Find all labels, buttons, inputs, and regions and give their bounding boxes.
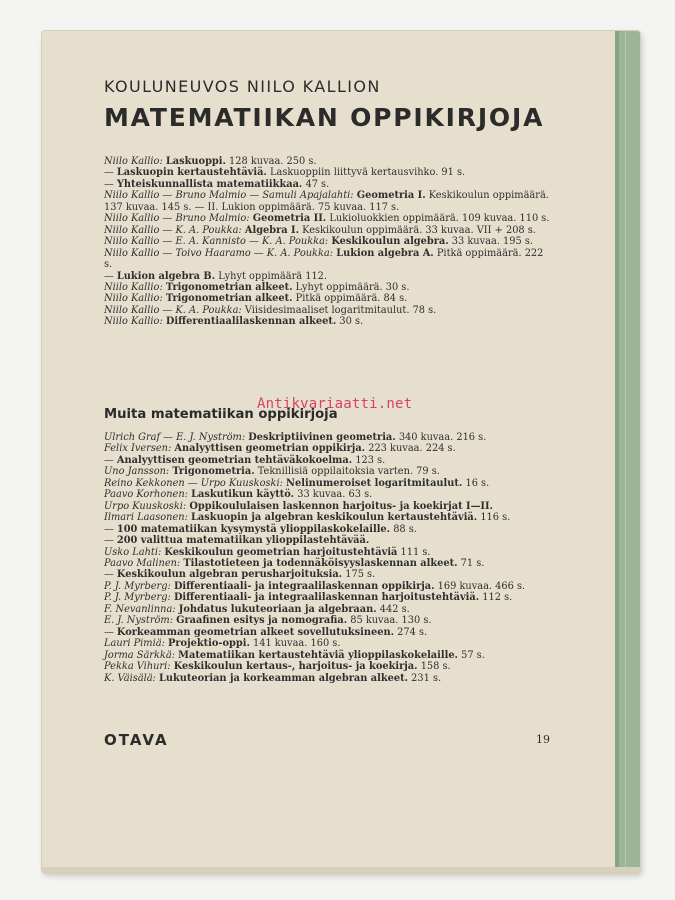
book-title: Keskikoulun algebran perusharjoituksia. xyxy=(116,569,343,581)
book-title: Oppikoululaisen laskennon harjoitus- ja koekirjat I—II. xyxy=(189,500,493,512)
book-author: — xyxy=(104,535,114,547)
book-details: 175 s. xyxy=(345,569,376,581)
book-details: Lyhyt oppimäärä 112. xyxy=(218,270,328,282)
book-details: Keskikoulun oppimäärä. 137 kuvaa. 145 s. — II. Lukion oppimäärä. 75 kuvaa. 117 s. xyxy=(104,190,549,213)
book-title: Tilastotieteen ja todennäköisyyslaskennan alkeet. xyxy=(183,557,458,569)
book-title: Laskuopin kertaustehtäviä. xyxy=(116,167,267,179)
book-author: Lauri Pimiä: xyxy=(104,638,165,650)
book-title: Analyyttisen geometrian oppikirja. xyxy=(174,443,366,455)
book-author: Ulrich Graf — E. J. Nyström: xyxy=(104,432,246,443)
other-books-heading: Muita matematiikan oppikirjoja xyxy=(104,407,338,422)
book-entry xyxy=(104,501,554,512)
watermark: Antikvariaatti.net xyxy=(257,396,413,412)
book-entry xyxy=(104,592,554,603)
book-author: Niilo Kallio: xyxy=(104,156,163,167)
book-entry xyxy=(104,489,554,500)
book-details: 71 s. xyxy=(460,557,485,569)
series-name: KOULUNEUVOS NIILO KALLION xyxy=(104,77,381,96)
book-entry xyxy=(104,316,554,327)
book-title: Keskikoulun algebra. xyxy=(331,236,449,248)
book-author: Paavo Korhonen: xyxy=(104,489,188,501)
book-details: 111 s. xyxy=(400,546,431,558)
book-title: Trigonometrian alkeet. xyxy=(165,281,293,293)
publisher-name: OTAVA xyxy=(104,731,169,749)
book-entry xyxy=(104,512,554,523)
book-entry xyxy=(104,581,554,592)
book-entry xyxy=(104,478,554,489)
book-title: Graafinen esitys ja nomografia. xyxy=(176,615,348,627)
book-entry xyxy=(104,524,554,535)
book-title: Lukion algebra B. xyxy=(116,270,216,282)
book-entry xyxy=(104,615,554,626)
book-author: Usko Lahti: xyxy=(104,546,162,558)
book-entry xyxy=(104,167,554,178)
book-title: Projektio-oppi. xyxy=(168,638,250,650)
book-details: Laskuoppiin liittyvä kertausvihko. 91 s. xyxy=(269,167,466,179)
book-entry xyxy=(104,179,554,190)
book-details: Lyhyt oppimäärä. 30 s. xyxy=(295,281,410,293)
book-author: Niilo Kallio — Bruno Malmio: xyxy=(104,213,250,225)
book-author: Niilo Kallio: xyxy=(104,281,163,293)
book-author: Niilo Kallio: xyxy=(104,316,163,328)
book-title: 200 valittua matematiikan ylioppilastehtävää. xyxy=(116,535,370,547)
book-spine xyxy=(615,31,640,873)
book-entry xyxy=(104,661,554,672)
book-details: 442 s. xyxy=(379,603,410,615)
book-entry xyxy=(104,236,554,247)
book-author: — xyxy=(104,454,114,466)
book-details: 57 s. xyxy=(461,649,485,661)
book-author: Pekka Vihuri: xyxy=(104,661,171,673)
book-author: — xyxy=(104,523,114,535)
book-title: Deskriptiivinen geometria. xyxy=(248,432,396,443)
book-author: Uno Jansson: xyxy=(104,466,170,478)
book-author: — xyxy=(104,270,114,282)
cover-bottom-edge xyxy=(42,867,640,873)
book-entry xyxy=(104,638,554,649)
book-entry xyxy=(104,293,554,304)
book-details: Viisidesimaaliset logaritmitaulut. 78 s. xyxy=(244,304,437,316)
book-title: Korkeamman geometrian alkeet sovellutuksineen. xyxy=(116,626,395,638)
book-author: Niilo Kallio — Bruno Malmio — Samuli Apajalahti: xyxy=(104,190,354,202)
book-entry xyxy=(104,190,554,213)
page-title: MATEMATIIKAN OPPIKIRJOJA xyxy=(104,103,545,132)
book-title: Analyyttisen geometrian tehtäväkokoelma. xyxy=(116,454,353,466)
book-title: Lukion algebra A. xyxy=(336,247,434,259)
book-details: 88 s. xyxy=(393,523,417,535)
book-entry xyxy=(104,432,554,443)
book-details: 169 kuvaa. 466 s. xyxy=(437,580,526,592)
book-author: — xyxy=(104,569,114,581)
book-entry xyxy=(104,443,554,454)
book-entry xyxy=(104,569,554,580)
book-entry xyxy=(104,271,554,282)
book-author: P. J. Myrberg: xyxy=(104,580,171,592)
book-details: Teknillisiä oppilaitoksia varten. 79 s. xyxy=(257,466,440,478)
book-title: Trigonometrian alkeet. xyxy=(165,293,293,305)
book-title: Differentiaali- ja integraalilaskennan harjoitustehtäviä. xyxy=(173,592,480,604)
book-entry xyxy=(104,535,554,546)
book-details: 47 s. xyxy=(305,178,330,190)
book-details: 123 s. xyxy=(355,454,386,466)
book-entry xyxy=(104,627,554,638)
book-details: 158 s. xyxy=(420,661,451,673)
book-details: 223 kuvaa. 224 s. xyxy=(368,443,456,455)
kallio-book-list xyxy=(104,156,554,328)
book-details: 85 kuvaa. 130 s. xyxy=(350,615,432,627)
book-entry xyxy=(104,673,554,684)
book-details: 33 kuvaa. 195 s. xyxy=(451,236,534,248)
book-details: 116 s. xyxy=(480,512,511,524)
book-author: Paavo Malinen: xyxy=(104,557,181,569)
book-details: Lukioluokkien oppimäärä. 109 kuvaa. 110 s. xyxy=(329,213,550,225)
book-author: Niilo Kallio — Toivo Haaramo — K. A. Poukka: xyxy=(104,247,334,259)
other-book-list xyxy=(104,432,554,684)
book-author: — xyxy=(104,167,114,179)
book-author: Urpo Kuuskoski: xyxy=(104,500,187,512)
book-title: Yhteiskunnallista matematiikkaa. xyxy=(116,178,303,190)
book-author: — xyxy=(104,178,114,190)
book-title: Geometria I. xyxy=(356,190,426,202)
book-author: Niilo Kallio — E. A. Kannisto — K. A. Poukka: xyxy=(104,236,329,248)
book-author: Niilo Kallio: xyxy=(104,293,163,305)
book-entry xyxy=(104,282,554,293)
book-title: Lukuteorian ja korkeamman algebran alkeet. xyxy=(158,672,409,684)
book-author: K. Väisälä: xyxy=(104,672,156,684)
book-details: Keskikoulun oppimäärä. 33 kuvaa. VII + 208 s. xyxy=(302,224,536,236)
book-author: E. J. Nyström: xyxy=(104,615,174,627)
book-title: Keskikoulun kertaus-, harjoitus- ja koekirja. xyxy=(173,661,418,673)
book-title: Johdatus lukuteoriaan ja algebraan. xyxy=(178,603,377,615)
book-details: 340 kuvaa. 216 s. xyxy=(398,432,487,443)
book-entry xyxy=(104,650,554,661)
book-details: Pitkä oppimäärä. 222 s. xyxy=(104,247,544,271)
book-author: Reino Kekkonen — Urpo Kuuskoski: xyxy=(104,477,283,489)
book-entry xyxy=(104,547,554,558)
book-title: Laskuopin ja algebran keskikoulun kertaustehtäviä. xyxy=(191,512,478,524)
book-entry xyxy=(104,466,554,477)
book-entry xyxy=(104,455,554,466)
book-title: Laskuoppi. xyxy=(165,156,226,167)
book-author: — xyxy=(104,626,114,638)
book-title: Laskutikun käyttö. xyxy=(191,489,295,501)
book-details: 128 kuvaa. 250 s. xyxy=(229,156,317,167)
book-entry xyxy=(104,305,554,316)
book-author: Jorma Särkkä: xyxy=(104,649,176,661)
book-details: 112 s. xyxy=(482,592,513,604)
book-title: Differentiaali- ja integraalilaskennan oppikirja. xyxy=(173,580,435,592)
book-title: Differentiaalilaskennan alkeet. xyxy=(165,316,337,328)
book-title: Geometria II. xyxy=(252,213,327,225)
book-title: Trigonometria. xyxy=(172,466,255,478)
book-details: 33 kuvaa. 63 s. xyxy=(297,489,373,501)
book-details: 231 s. xyxy=(411,672,442,684)
book-author: Niilo Kallio — K. A. Poukka: xyxy=(104,224,242,236)
book-entry xyxy=(104,225,554,236)
book-author: Felix Iversen: xyxy=(104,443,172,455)
book-entry xyxy=(104,604,554,615)
book-details: 141 kuvaa. 160 s. xyxy=(252,638,341,650)
book-entry xyxy=(104,248,554,271)
book-entry xyxy=(104,558,554,569)
book-title: Matematiikan kertaustehtäviä ylioppilaskokelaille. xyxy=(178,649,458,661)
book-details: 16 s. xyxy=(465,477,490,489)
page-number: 19 xyxy=(536,733,550,746)
book-title: Keskikoulun geometrian harjoitustehtäviä xyxy=(164,546,398,558)
book-details: 274 s. xyxy=(397,626,428,638)
book-title: 100 matematiikan kysymystä ylioppilaskokelaille. xyxy=(116,523,391,535)
book-entry xyxy=(104,156,554,167)
book-author: Ilmari Laasonen: xyxy=(104,512,188,524)
book-author: F. Nevanlinna: xyxy=(104,603,176,615)
book-details: 30 s. xyxy=(339,316,364,328)
book-author: P. J. Myrberg: xyxy=(104,592,171,604)
book-author: Niilo Kallio — K. A. Poukka: xyxy=(104,304,242,316)
book-entry xyxy=(104,213,554,224)
book-title: Algebra I. xyxy=(244,224,300,236)
book-title: Nelinumeroiset logaritmitaulut. xyxy=(286,477,463,489)
book-details: Pitkä oppimäärä. 84 s. xyxy=(295,293,408,305)
